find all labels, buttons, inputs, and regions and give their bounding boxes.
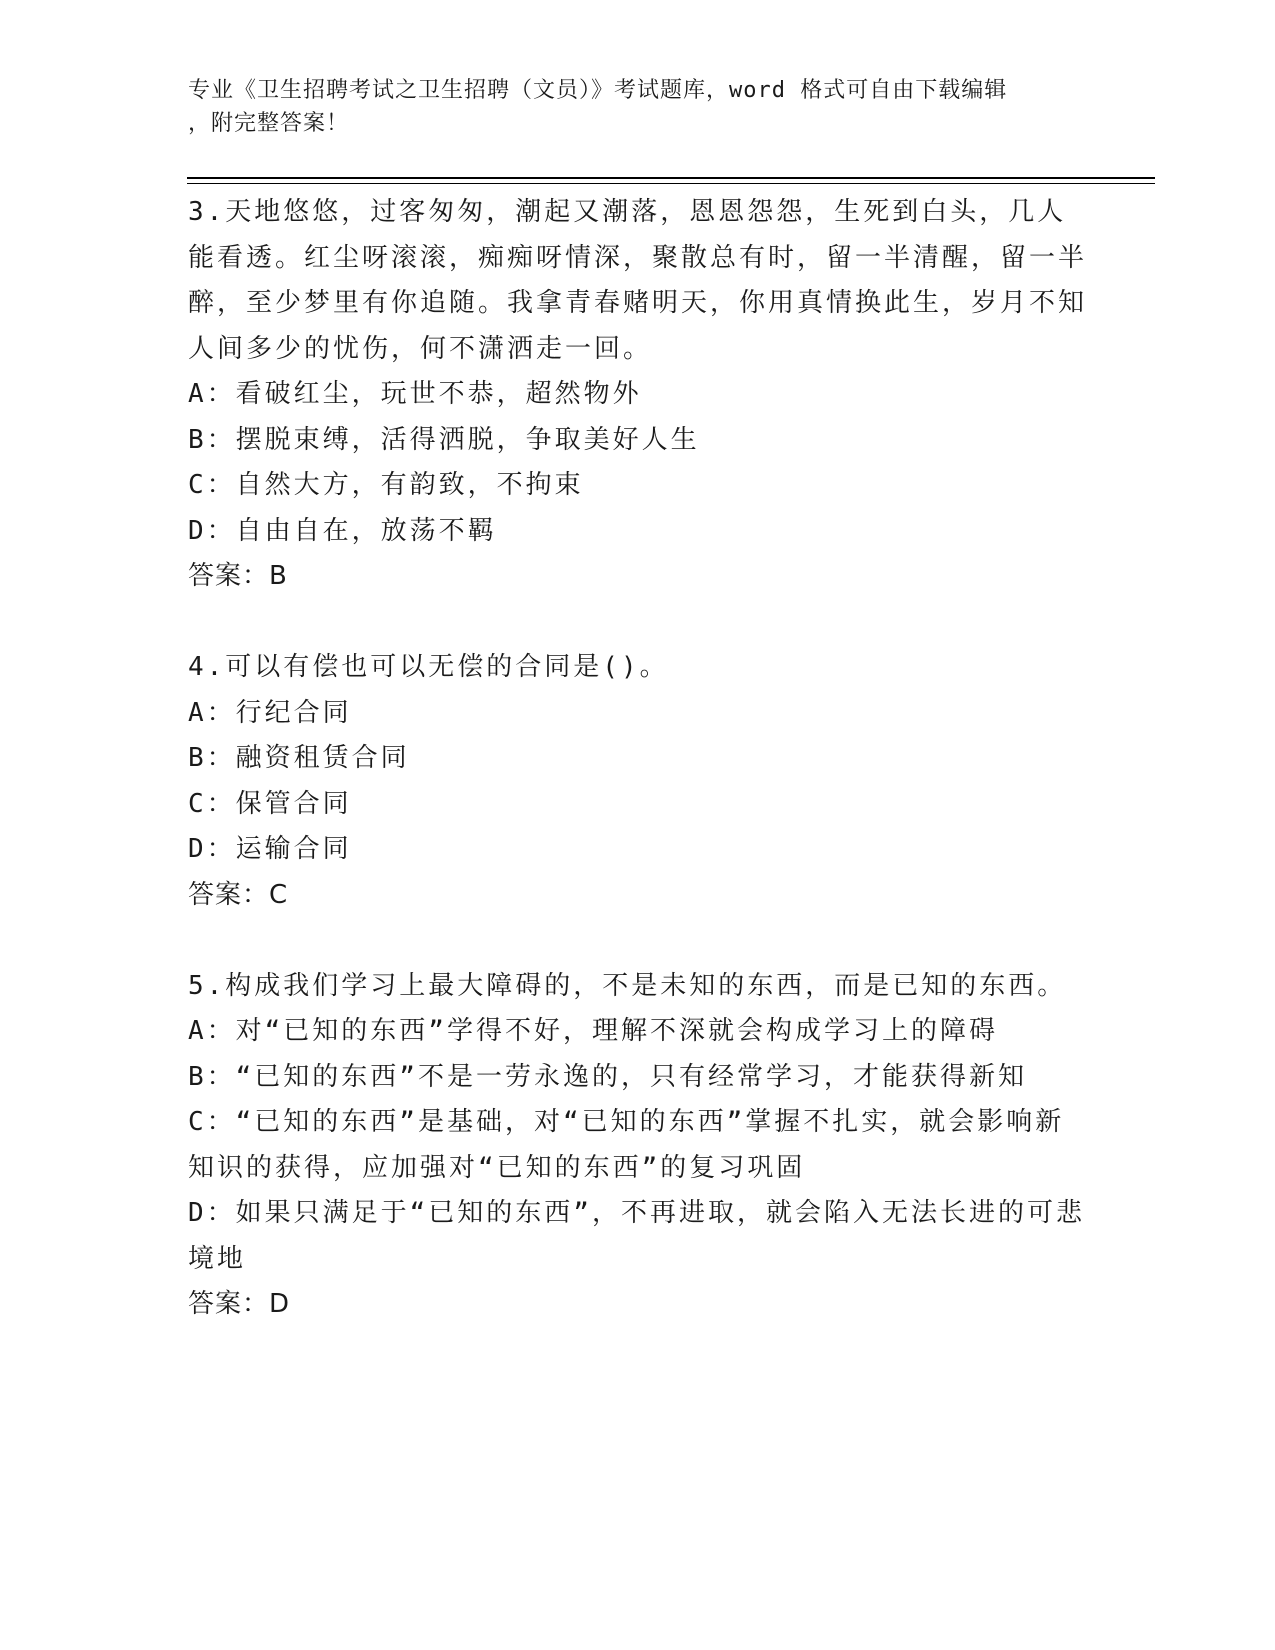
- question-text: 4.可以有偿也可以无偿的合同是()。: [188, 652, 669, 682]
- question-text: 5.构成我们学习上最大障碍的，不是未知的东西，而是已知的东西。: [188, 970, 1067, 1001]
- option-c: C：“已知的东西”是基础，对“已知的东西”掌握不扎实，就会影响新知识的获得，应加强对“已知的东西”的复习巩固: [188, 1107, 1065, 1183]
- question-block: [188, 190, 1088, 600]
- question-spacer: [188, 600, 1088, 646]
- question-block: [188, 645, 1088, 918]
- option-d: D：如果只满足于“已知的东西”，不再进取，就会陷入无法长进的可悲境地: [188, 1198, 1085, 1274]
- answer-line: 答案：D: [188, 1289, 291, 1319]
- option-b: B：摆脱束缚，活得洒脱，争取美好人生: [188, 424, 700, 455]
- option-a: A：看破红尘，玩世不恭，超然物外: [188, 379, 642, 409]
- header-line-1: 专业《卫生招聘考试之卫生招聘（文员）》考试题库，word 格式可自由下载编辑: [188, 78, 1008, 103]
- header-divider-thin: [187, 183, 1155, 184]
- document-header: [188, 74, 1068, 140]
- header-divider-thick: [187, 177, 1155, 179]
- option-b: B：融资租赁合同: [188, 743, 410, 773]
- header-line-2: ，附完整答案！: [188, 111, 350, 136]
- question-spacer: [188, 918, 1088, 964]
- option-d: D：自由自在，放荡不羁: [188, 515, 497, 546]
- answer-line: 答案：B: [188, 561, 288, 591]
- option-a: A：对“已知的东西”学得不好，理解不深就会构成学习上的障碍: [188, 1016, 998, 1046]
- question-list: [188, 190, 1088, 1328]
- answer-line: 答案：C: [188, 879, 289, 910]
- option-a: A：行纪合同: [188, 697, 352, 728]
- option-d: D：运输合同: [188, 834, 352, 864]
- option-b: B：“已知的东西”不是一劳永逸的，只有经常学习，才能获得新知: [188, 1061, 1027, 1092]
- option-c: C：保管合同: [188, 788, 352, 819]
- question-text: 3.天地悠悠，过客匆匆，潮起又潮落，恩恩怨怨，生死到白头，几人能看透。红尘呀滚滚，痴痴呀情深，聚散总有时，留一半清醒，留一半醉，至少梦里有你追随。我拿青春赌明天，你用真情换此生，岁月不知人间多少的忧伤，何不潇洒走一回。: [188, 197, 1088, 364]
- option-c: C：自然大方，有韵致，不拘束: [188, 470, 584, 500]
- question-block: [188, 964, 1088, 1328]
